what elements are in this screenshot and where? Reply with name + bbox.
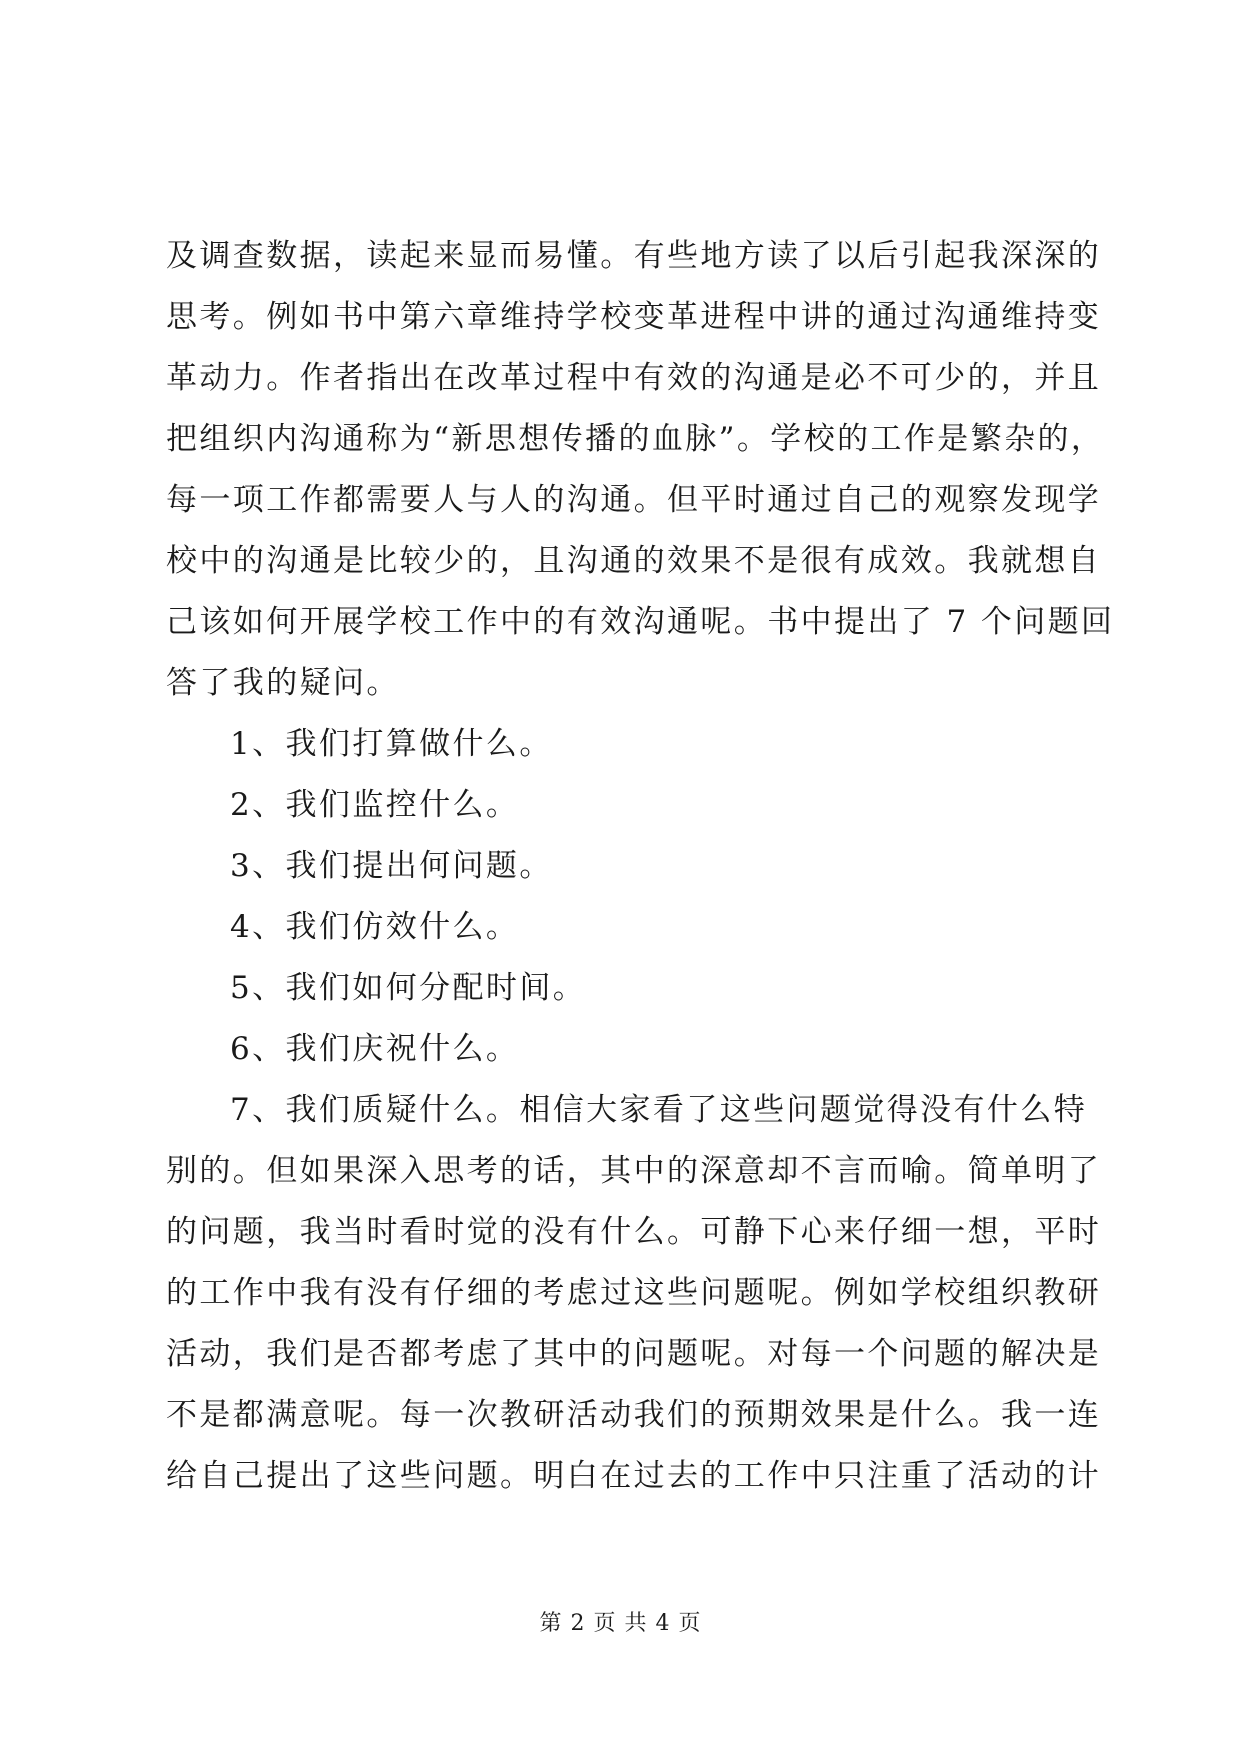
document-body — [166, 226, 1115, 1507]
text-line: 别的。但如果深入思考的话，其中的深意却不言而喻。简单明了 — [166, 1153, 1102, 1189]
text-line: 的工作中我有没有仔细的考虑过这些问题呢。例如学校组织教研 — [166, 1275, 1102, 1311]
list-item: 6、我们庆祝什么。 — [230, 1031, 520, 1067]
text-line: 把组织内沟通称为“新思想传播的血脉”。学校的工作是繁杂的， — [166, 421, 1105, 457]
list-item: 1、我们打算做什么。 — [230, 726, 553, 762]
text-line: 每一项工作都需要人与人的沟通。但平时通过自己的观察发现学 — [166, 482, 1102, 518]
text-line: 不是都满意呢。每一次教研活动我们的预期效果是什么。我一连 — [166, 1397, 1102, 1433]
page-number-footer: 第 2 页 共 4 页 — [539, 1611, 702, 1636]
list-item: 2、我们监控什么。 — [230, 787, 520, 823]
text-line: 及调查数据，读起来显而易懂。有些地方读了以后引起我深深的 — [166, 238, 1102, 274]
text-line: 校中的沟通是比较少的，且沟通的效果不是很有成效。我就想自 — [166, 543, 1102, 579]
text-line: 己该如何开展学校工作中的有效沟通呢。书中提出了 7 个问题回 — [166, 604, 1115, 640]
list-item: 7、我们质疑什么。相信大家看了这些问题觉得没有什么特 — [230, 1092, 1088, 1128]
text-line: 思考。例如书中第六章维持学校变革进程中讲的通过沟通维持变 — [166, 299, 1102, 335]
list-item: 4、我们仿效什么。 — [230, 909, 520, 945]
list-item: 3、我们提出何问题。 — [230, 848, 553, 884]
text-line: 给自己提出了这些问题。明白在过去的工作中只注重了活动的计 — [166, 1458, 1102, 1494]
text-line: 活动，我们是否都考虑了其中的问题呢。对每一个问题的解决是 — [166, 1336, 1102, 1372]
list-item: 5、我们如何分配时间。 — [230, 970, 587, 1006]
text-line: 答了我的疑问。 — [166, 665, 400, 701]
text-line: 的问题，我当时看时觉的没有什么。可静下心来仔细一想，平时 — [166, 1214, 1102, 1250]
text-line: 革动力。作者指出在改革过程中有效的沟通是必不可少的，并且 — [166, 360, 1102, 396]
